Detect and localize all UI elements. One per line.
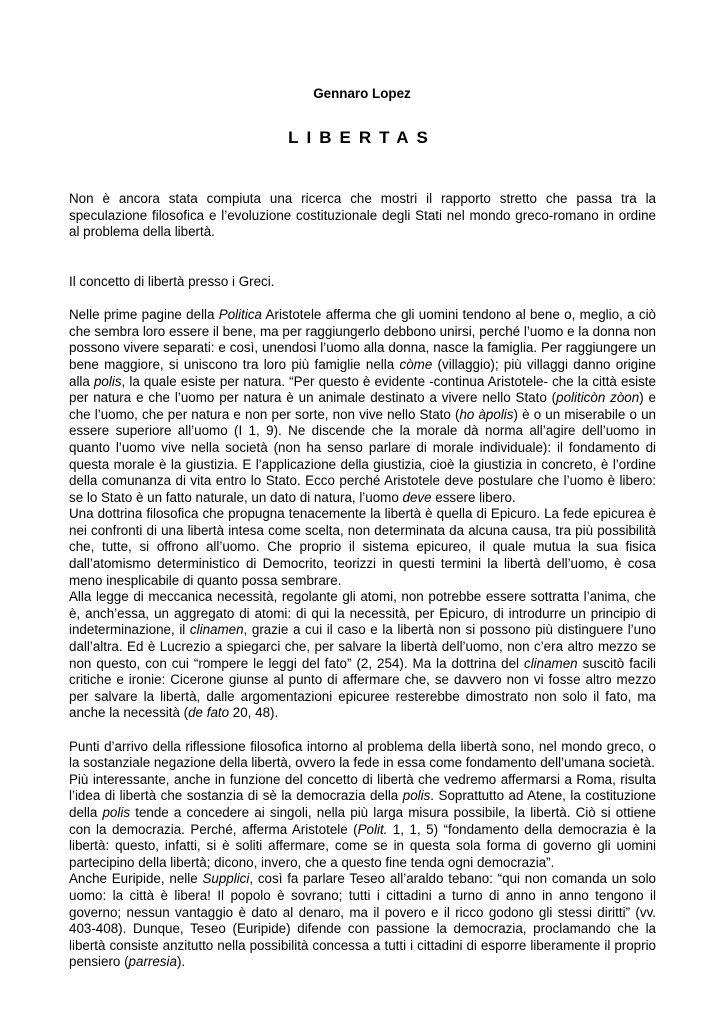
text-run: Anche Euripide, nelle (69, 871, 203, 887)
text-run: Aristotele afferma che gli uomini tendono al bene o, meglio, a ciò che sembra loro essere il bene, ma per raggiungerlo debbono unirsi, perché l’uomo e la donna non possono vivere separati: e così, unendosi l’uomo alla donna, nasce la famiglia. Per raggiungere un bene maggiore, si uniscono tra loro più famiglie nella (69, 307, 656, 372)
text-run: ). (176, 954, 186, 970)
paragraph-clinamen (69, 589, 656, 722)
italic-run: de fato (188, 705, 230, 721)
text-run: Una dottrina filosofica che propugna tenacemente la libertà è quella di Epicuro. La fede epicurea è nei confronti di una libertà intesa come scelta, non determinata da alcuna causa, tra più possibilità che, tutte, si offrono all’uomo. Che proprio il sistema epicureo, il quale mutua la sua fisica dall’atomismo deterministico di Democrito, teorizzi in questi termini la libertà dell’uomo, è cosa meno inesplicabile di quanto possa sembrare. (69, 506, 656, 588)
text-run: Più interessante, anche in funzione del concetto di libertà che vedremo affermarsi a Roma, risulta l’idea di libertà che sostanzia di sè la democrazia della (69, 771, 656, 804)
author-name: Gennaro Lopez (313, 86, 411, 101)
text-run: ) è o un miserabile o un essere superiore all’uomo (I 1, 9). Ne discende che la morale dà norma all’agire dell’uomo in quanto l’uomo vive nella società (non ha senso parlare di morale individuale): il fondamento di questa morale è la giustizia. E l’applicazione della giustizia, cioè la giustizia in concreto, è l’ordine della comunanza di vita entro lo Stato. Ecco perché Aristotele deve postulare che l’uomo è libero: se lo Stato è un fatto naturale, un dato di natura, l’uomo (69, 406, 657, 505)
intro-paragraph: Non è ancora stata compiuta una ricerca che mostri il rapporto stretto che passa tra la speculazione filosofica e l’evoluzione costituzionale degli Stati nel mondo greco-romano in ordine al problema della libertà. (69, 191, 656, 240)
italic-run: clinamen (189, 622, 244, 638)
text-run: (villaggio); più villaggi danno origine alla (69, 356, 656, 389)
italic-run: politicòn zòon (556, 390, 640, 406)
text-run: . Soprattutto ad Atene, la costituzione della (69, 788, 656, 820)
text-run: essere libero. (431, 489, 516, 505)
text-run: Punti d’arrivo della riflessione filosofica intorno al problema della libertà sono, nel mondo greco, o la sostanziale negazione della libertà, ovvero la fede in essa come fondamento dell’umana società. (69, 738, 656, 771)
text-run: , così fa parlare Teseo all’araldo tebano: “qui non comanda un solo uomo: la città è libera! Il popolo è sovrano; tutti i cittadini a turno di anno in anno tengono il governo; nessun vantaggio è dato al denaro, ma il povero e il ricco godono gli stessi diritti” (vv. 403-408). Dunque, Teseo (Euripide) difende con passione la democrazia, proclamando che la libertà consiste anzitutto nella possibilità concessa a tutti i cittadini di esporre liberamente il proprio pensiero ( (69, 871, 657, 970)
paragraph-conclusions (69, 739, 656, 772)
text-run: ) e che l’uomo, che per natura e non per sorte, non vive nello Stato ( (69, 390, 656, 422)
paragraph-aristotle (69, 307, 656, 506)
text-run: Nelle prime pagine della (69, 307, 219, 323)
italic-run: còme (399, 356, 433, 372)
text-run: , la quale esiste per natura. “Per questo è evidente -continua Aristotele- che la città esiste per natura e che l’uomo per natura è un animale destinato a vivere nello Stato ( (69, 373, 656, 406)
document-body (69, 191, 656, 971)
text-run: 1, 1, 5) “fondamento della democrazia è la libertà: questo, infatti, si è soliti affermare, come se in questa sola forma di governo gli uomini partecipino della libertà; dicono, invero, che a questo fine tenda ogni democrazia”. (69, 821, 656, 870)
italic-run: Polit. (357, 821, 388, 837)
italic-run: parresia (128, 954, 177, 970)
italic-run: polis (93, 373, 122, 389)
section-heading: Il concetto di libertà presso i Greci. (69, 273, 275, 289)
text-run: tende a concedere ai singoli, nella più larga misura possibile, la libertà. Ciò si ottiene con la democrazia. Perché, afferma Aristotele ( (69, 804, 656, 837)
text-run: Alla legge di meccanica necessità, regolante gli atomi, non potrebbe essere sottratta l’anima, che è, anch’essa, un aggregato di atomi: di qui la necessità, per Epicuro, di introdurre un principio di indeterminazione, il (69, 589, 656, 638)
paragraph-epicurus (69, 506, 656, 589)
document-title: LIBERTAS (288, 128, 436, 147)
paragraph-euripides (69, 871, 656, 971)
italic-run: polis (102, 804, 131, 820)
paragraph-democracy (69, 772, 656, 872)
italic-run: deve (402, 489, 432, 505)
text-run: suscitò facili critiche e ironie: Cicerone giunse al punto di affermare che, se davvero non vi fosse altro mezzo per salvare la libertà, dalle argomentazioni epicuree resterebbe dimostrato non solo il fato, ma anche la necessità ( (69, 655, 657, 721)
italic-run: Supplici (202, 871, 250, 887)
italic-run: clinamen (524, 655, 578, 671)
italic-run: Politica (218, 307, 262, 323)
italic-run: polis (402, 788, 431, 804)
text-run: 20, 48). (229, 705, 279, 721)
text-run: , grazie a cui il caso e la libertà non si possono più distinguere l’uno dall’altra. Ed è Lucrezio a spiegarci che, per salvare la libertà dell’uomo, non c’era altro mezzo se non questo, con cui “rompere le leggi del fato” (2, 254). Ma la dottrina del (69, 622, 656, 671)
italic-run: ho àpolis (459, 406, 514, 422)
